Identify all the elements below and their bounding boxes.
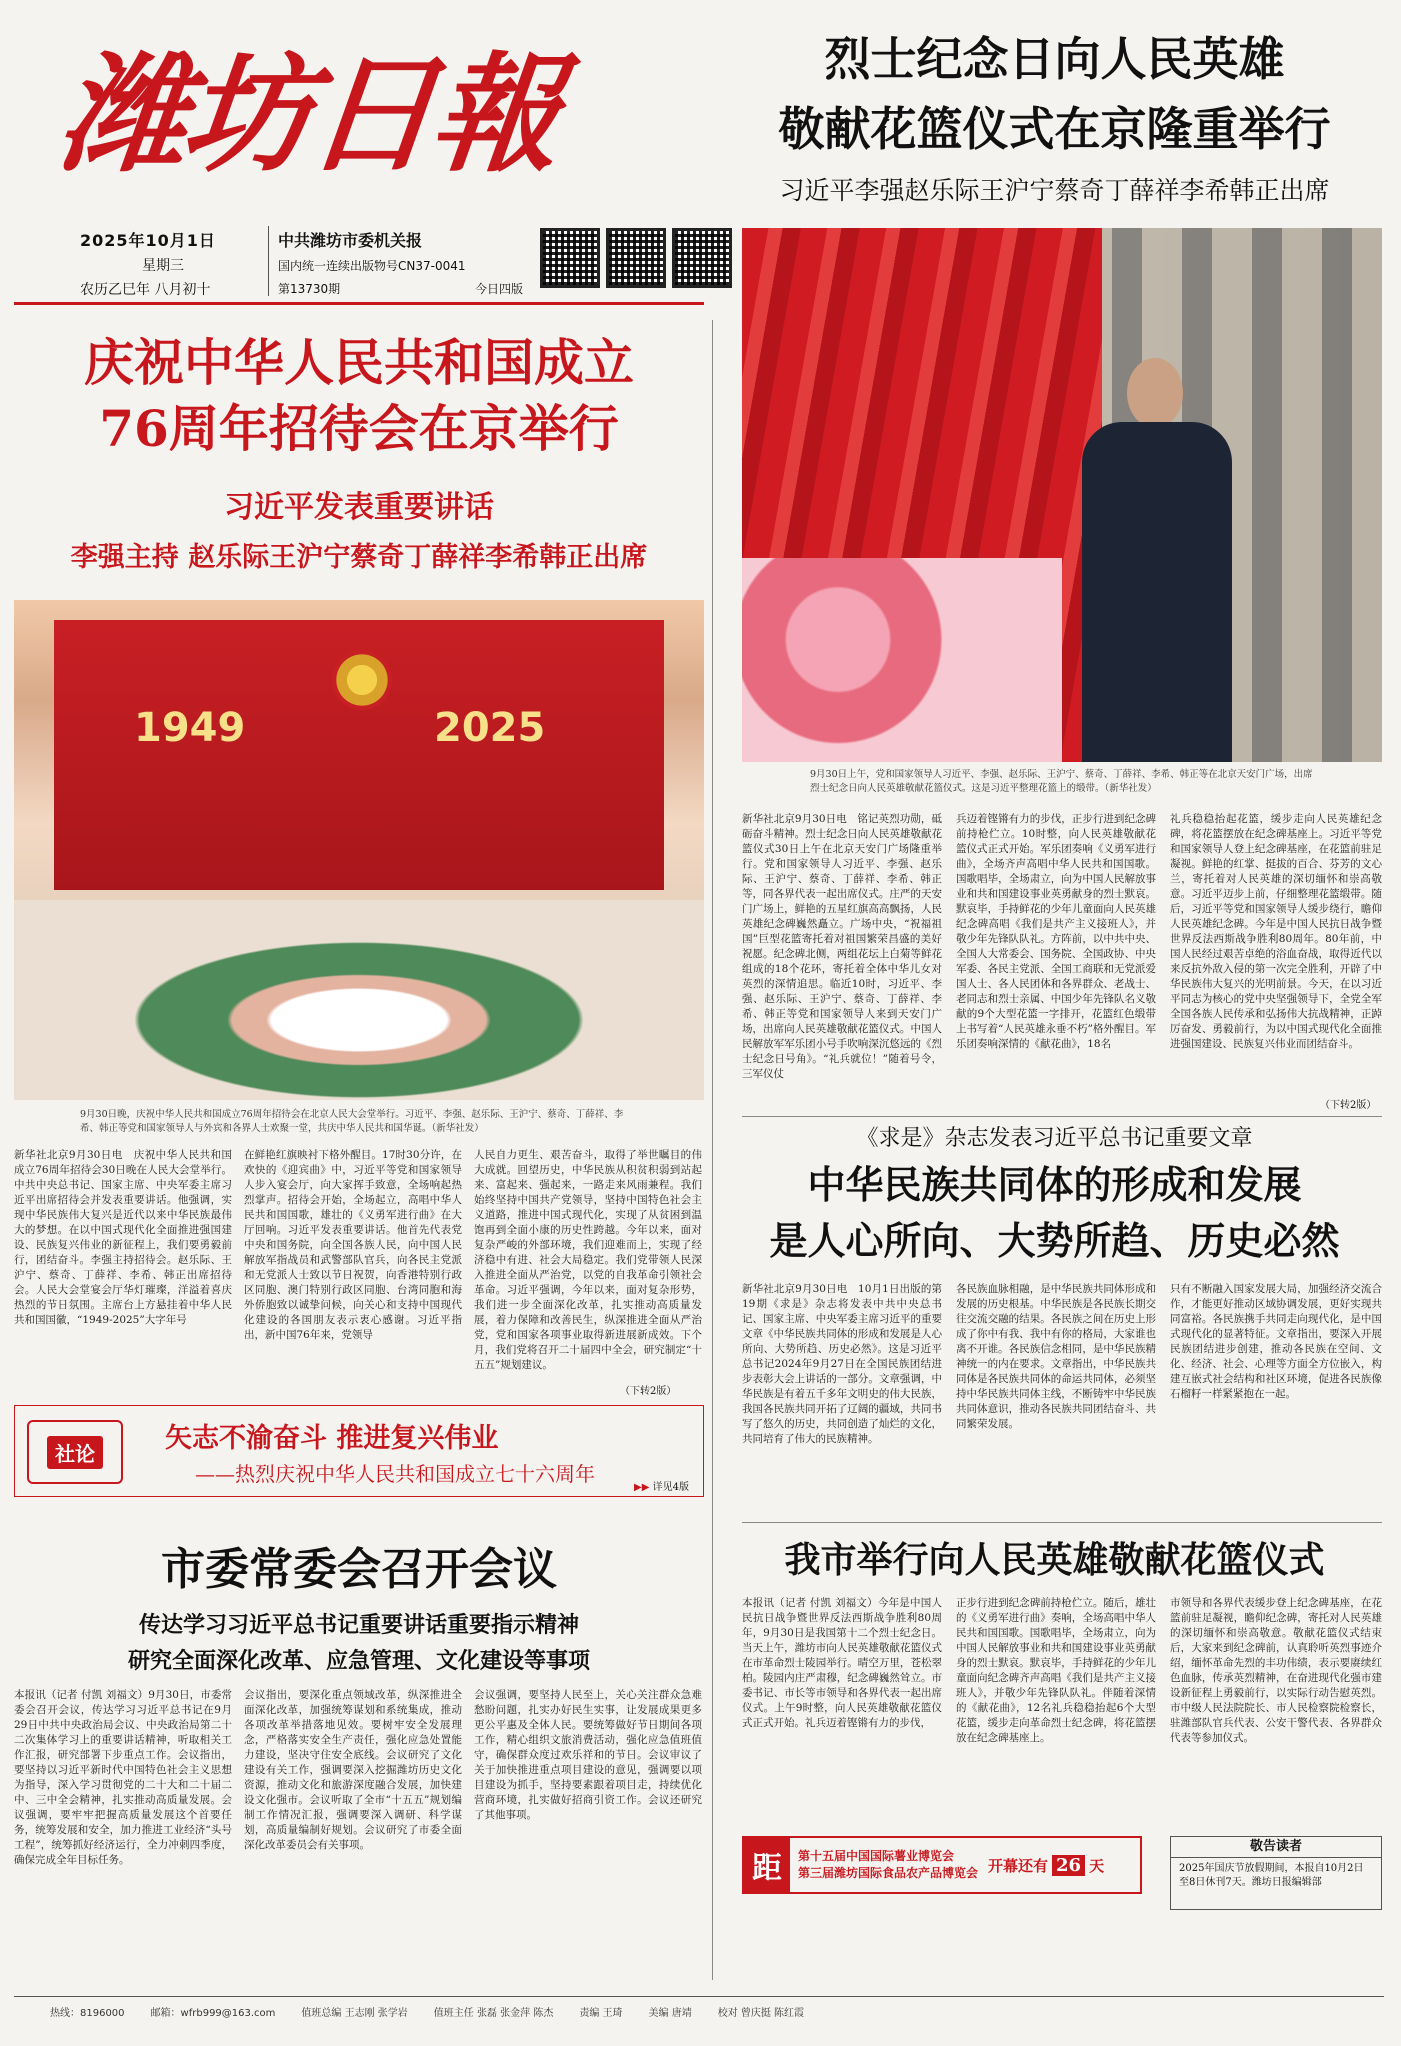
footer-proof: 校对 曾庆挺 陈红霞 [717,2008,805,2019]
municipal-headline: 市委常委会召开会议 [161,1544,557,1595]
top-continued[interactable]: （下转2版） [1320,1100,1377,1111]
footer-editors: 值班总编 王志刚 张学岩 [301,2008,408,2019]
local-col3: 市领导和各界代表缓步登上纪念碑基座，在花篮前驻足凝视，瞻仰纪念碑，寄托对人民英雄的深切缅怀和崇高敬意。敬献花篮仪式结束后，大家来到纪念碑前，认真聆听英烈事迹介绍，缅怀革命先烈的丰功伟绩，表示要赓续红色血脉，传承英烈精神，在奋进现代化强市建设新征程上勇毅前行，以实际行动告慰英烈。市中级人民法院院长、市人民检察院检察长，驻潍部队官兵代表、公安干警代表、各界群众代表等参加仪式。 [1170,1597,1382,1744]
left-headline-line2: 76周年招待会在京举行 [99,399,619,458]
footer-hotline: 热线：8196000 [50,2008,125,2019]
cn-number: 国内统一连续出版物号CN37-0041 [278,259,466,273]
photo-year-left: 1949 [134,705,246,751]
qiushi-kicker: 《求是》杂志发表习近平总书记重要文章 [856,1126,1253,1151]
national-emblem-icon [332,650,392,710]
footer [50,2004,1380,2019]
photo-year-right: 2025 [434,705,546,751]
editorial-ref-text: 详见4版 [652,1482,689,1493]
municipal-subtitle1: 传达学习习近平总书记重要讲话重要指示精神 [138,1612,579,1638]
countdown-days: 26 [1052,1855,1085,1876]
qiushi-col1: 新华社北京9月30日电 10月1日出版的第19期《求是》杂志将发表中共中央总书记、国家主席、中央军委主席习近平的重要文章《中华民族共同体的形成和发展是人心所向、大势所趋、历史必然》。这是习近平总书记2024年9月27日在全国民族团结进步表彰大会上讲话的一部分。文章强调，中华民族是有着五千多年文明史的伟大民族，我国各民族共同开拓了辽阔的疆域，共同书写了悠久的历史，共同创造了灿烂的文化，共同培育了伟大的民族精神。 [742,1283,942,1445]
qiushi-col2: 各民族血脉相融，是中华民族共同体形成和发展的历史根基。中华民族是各民族长期交往交流交融的结果。各民族之间在历史上形成了你中有我、我中有你的格局，大家谁也离不开谁。各民族信念相同，是中华民族精神统一的内在要求。文章指出，中华民族共同体是各民族共同体的命运共同体，必须坚持中华民族共同体主线，不断铸牢中华民族共同体意识，推动各民族共同团结奋斗、共同繁荣发展。 [956,1283,1156,1430]
masthead-pub-block [278,228,538,297]
weekday: 星期三 [142,258,184,274]
notice-text: 2025年国庆节放假期间，本报自10月2日至8日休刊7天。潍坊日报编辑部 [1179,1863,1364,1888]
lunar-date: 农历乙巳年 八月初十 [80,282,211,298]
left-body-col3: 人民自力更生、艰苦奋斗，取得了举世瞩目的伟大成就。回望历史，中华民族从积贫积弱到站起来、富起来、强起来，一路走来风雨兼程。我们始终坚持中国共产党领导，坚持中国特色社会主义道路，推进中国式现代化，实现了从贫困到温饱再到全面小康的历史性跨越。今年以来，面对复杂严峻的外部环境，我们迎难而上，实现了经济稳中有进、社会大局稳定。我们党带领人民深入推进全面从严治党，以党的自我革命引领社会革命。习近平强调，今年以来，面对复杂形势，我们进一步全面深化改革，扎实推动高质量发展，着力保障和改善民生，纵深推进全面从严治党，党和国家各项事业取得新进展新成效。下个月，我们党将召开二十届四中全会，研究制定“十五五”规划建议。 [474,1149,702,1371]
publisher: 中共潍坊市委机关报 [278,231,423,250]
local-col2: 正步行进到纪念碑前持枪伫立。随后，雄壮的《义勇军进行曲》奏响，全场高唱中华人民共和国国歌。国歌唱毕，全场肃立，向为中国人民解放事业和共和国建设事业英勇献身的烈士默哀。默哀毕，手持鲜花的少年儿童面向纪念碑齐声高唱《我们是共产主义接班人》，并敬少年先锋队队礼。伴随着深情的《献花曲》，12名礼兵稳稳抬起6个大型花篮，缓步走向革命烈士纪念碑，将花篮摆放在纪念碑基座上。 [956,1597,1156,1744]
banquet-photo[interactable] [14,600,704,1100]
left-continued[interactable]: （下转2版） [620,1386,677,1397]
expo-line1: 第十五届中国国际薯业博览会 [798,1849,955,1863]
issue-date: 2025年10月1日 [80,231,216,250]
masthead-logo: 潍坊日報 [52,40,564,190]
masthead-date-block [80,228,270,299]
expo-badge: 距 [744,1838,790,1892]
arrow-right-icon: ▶▶ [634,1482,650,1493]
editorial-line1: 矢志不渝奋斗 推进复兴伟业 [165,1423,499,1454]
municipal-subtitle2: 研究全面深化改革、应急管理、文化建设等事项 [127,1648,590,1674]
left-headline-line1: 庆祝中华人民共和国成立 [84,333,634,392]
editorial-box[interactable] [14,1405,704,1497]
footer-editor: 责编 王琦 [579,2008,623,2019]
editorial-badge-text: 社论 [47,1436,103,1469]
municipal-col2: 会议指出，要深化重点领域改革，纵深推进全面深化改革，加强统筹谋划和系统集成，推动各项改革举措落地见效。要树牢安全发展理念，严格落实安全生产责任，强化应急处置能力建设，坚决守住安全底线。会议研究了文化建设有关工作，强调要深入挖掘潍坊历史文化资源，推动文化和旅游深度融合发展，加快建设文化强市。会议听取了全市“十五五”规划编制工作情况汇报，强调要深入调研、科学谋划，高质量编制好规划。会议研究了市委全面深化改革委员会有关事项。 [244,1689,462,1851]
top-body-col3: 礼兵稳稳抬起花篮，缓步走向人民英雄纪念碑，将花篮摆放在纪念碑基座上。习近平等党和国家领导人登上纪念碑基座，在花篮前驻足凝视。鲜艳的红掌、挺拔的百合、芬芳的文心兰，寄托着对人民英雄的深切缅怀和崇高敬意。习近平迈步上前，仔细整理花篮缎带。随后，习近平等党和国家领导人缓步绕行，瞻仰人民英雄纪念碑。今年是中国人民抗日战争暨世界反法西斯战争胜利80周年。80年前，中国人民经过艰苦卓绝的浴血奋战，取得近代以来反抗外敌入侵的第一次完全胜利，开辟了中华民族伟大复兴的光明前景。今天，在以习近平同志为核心的党中央坚强领导下，全党全军全国各族人民传承和弘扬伟大抗战精神，正踔厉奋发、勇毅前行，为以中国式现代化全面推进强国建设、民族复兴伟业而团结奋斗。 [1170,813,1382,1050]
qr-code-1[interactable] [540,228,600,288]
flower-basket [742,558,1062,762]
person-figure [1082,358,1232,762]
left-photo-caption: 9月30日晚，庆祝中华人民共和国成立76周年招待会在北京人民大会堂举行。习近平、李强、赵乐际、王沪宁、蔡奇、丁薛祥、李希、韩正等党和国家领导人与外宾和各界人士欢聚一堂，共庆中华人民共和国华诞。（新华社发） [80,1109,624,1134]
qiushi-headline-line2: 是人心所向、大势所趋、历史必然 [769,1218,1340,1263]
expo-line2: 第三届潍坊国际食品农产品博览会 [798,1866,979,1880]
masthead-rule [14,302,704,305]
editorial-badge [27,1420,123,1484]
top-body-col2: 兵迈着铿锵有力的步伐，正步行进到纪念碑前持枪伫立。10时整，向人民英雄敬献花篮仪式正式开始。军乐团奏响《义勇军进行曲》，全场齐声高唱中华人民共和国国歌。国歌唱毕，全场肃立，向为中国人民解放事业和共和国建设事业英勇献身的烈士默哀。默哀毕，手持鲜花的少年儿童面向人民英雄纪念碑高唱《我们是共产主义接班人》，并敬少年先锋队队礼。方阵前，以中共中央、全国人大常委会、国务院、全国政协、中央军委、各民主党派、全国工商联和无党派爱国人士、各人民团体和各界群众、老战士、老同志和烈士亲属、中国少年先锋队名义敬献的9个大型花篮一字排开，花篮红色缎带上书写着“人民英雄永垂不朽”格外醒目。军乐团奏响深情的《献花曲》，18名 [956,813,1156,1050]
left-subtitle1: 习近平发表重要讲话 [224,490,494,525]
reader-notice [1170,1836,1382,1910]
left-subtitle2: 李强主持 赵乐际王沪宁蔡奇丁薛祥李希韩正出席 [70,542,648,573]
footer-email[interactable]: 邮箱：wfrb999@163.com [150,2008,276,2019]
local-headline: 我市举行向人民英雄敬献花篮仪式 [784,1539,1325,1581]
page-column-divider [712,320,713,1980]
issue-number: 第13730期 [278,282,341,296]
left-body-col1: 新华社北京9月30日电 庆祝中华人民共和国成立76周年招待会30日晚在人民大会堂举行。中共中央总书记、国家主席、中央军委主席习近平出席招待会并发表重要讲话。他强调，实现中华民族伟大复兴是近代以来中华民族最伟大的梦想。在以中国式现代化全面推进强国建设、民族复兴伟业的新征程上，我们要勇毅前行，团结奋斗。李强主持招待会。赵乐际、王沪宁、蔡奇、丁薛祥、李希、韩正出席招待会。人民大会堂宴会厅华灯璀璨，洋溢着喜庆热烈的节日氛围。主席台上方悬挂着中华人民共和国国徽，“1949-2025”大字年号 [14,1149,232,1326]
top-subtitle: 习近平李强赵乐际王沪宁蔡奇丁薛祥李希韩正出席 [779,176,1330,205]
wreath-photo[interactable] [742,228,1382,762]
banquet-tables [14,900,704,1100]
qiushi-col3: 只有不断融入国家发展大局，加强经济交流合作，才能更好推动区域协调发展，更好实现共同富裕。各民族携手共同走向现代化，是中国式现代化的显著特征。文章指出，要深入开展民族团结进步创建，推动各民族在空间、文化、经济、社会、心理等方面全方位嵌入，构建互嵌式社会结构和社区环境，促进各民族像石榴籽一样紧紧抱在一起。 [1170,1283,1382,1400]
top-headline-line1: 烈士纪念日向人民英雄 [824,32,1285,86]
expo-countdown-value [988,1855,1104,1876]
countdown-unit: 天 [1089,1856,1105,1875]
left-body-col2: 在鲜艳红旗映衬下格外醒目。17时30分许，在欢快的《迎宾曲》中，习近平等党和国家领导人步入宴会厅，向大家挥手致意，全场响起热烈掌声。招待会开始，全场起立，高唱中华人民共和国国歌，雄壮的《义勇军进行曲》在大厅回响。习近平发表重要讲话。他首先代表党中央和国务院，向全国各族人民，向中国人民解放军指战员和武警部队官兵，向各民主党派和无党派人士致以节日祝贺，向香港特别行政区同胞、澳门特别行政区同胞、台湾同胞和海外侨胞致以诚挚问候，向关心和支持中国现代化建设的各国朋友表示衷心感谢。习近平指出，新中国76年来，党领导 [244,1149,462,1341]
notice-title: 敬告读者 [1171,1837,1381,1858]
qr-code-3[interactable] [672,228,732,288]
right-rule-1 [742,1116,1382,1117]
qr-code-2[interactable] [606,228,666,288]
page-count: 今日四版 [474,282,523,296]
municipal-col3: 会议强调，要坚持人民至上，关心关注群众急难愁盼问题，扎实办好民生实事，让发展成果更多更公平惠及全体人民。要统筹做好节日期间各项工作，精心组织文旅消费活动，强化应急值班值守，确保群众度过欢乐祥和的节日。会议审议了关于加快推进重点项目建设的意见，强调要以项目建设为抓手，坚持要素跟着项目走，持续优化营商环境，扎实做好招商引资工作。会议还研究了其他事项。 [474,1689,702,1821]
municipal-col1: 本报讯（记者 付凯 刘福文）9月30日，市委常委会召开会议，传达学习习近平总书记在9月29日中共中央政治局会议、中央政治局第二十二次集体学习上的重要讲话精神，听取相关工作汇报，研究部署下步重点工作。会议指出，要坚持以习近平新时代中国特色社会主义思想为指导，深入学习贯彻党的二十大和二十届二中、三中全会精神，扎实推动高质量发展。会议强调，要牢牢把握高质量发展这个首要任务，统筹发展和安全，加力推进工业经济“头号工程”，统筹抓好经济运行，全力冲刺四季度，确保完成全年目标任务。 [14,1689,232,1866]
expo-countdown[interactable] [742,1836,1142,1894]
footer-designer: 美编 唐靖 [648,2008,692,2019]
local-col1: 本报讯（记者 付凯 刘福文）今年是中国人民抗日战争暨世界反法西斯战争胜利80周年，9月30日是我国第十二个烈士纪念日。当天上午，潍坊市向人民英雄敬献花篮仪式在市革命烈士陵园举行。晴空万里，苍松翠柏。陵园内庄严肃穆，纪念碑巍然耸立。市委书记、市长等市领导和各界代表一起出席仪式。上午9时整，向人民英雄敬献花篮仪式正式开始。礼兵迈着铿锵有力的步伐， [742,1597,942,1729]
expo-names [798,1848,978,1882]
footer-directors: 值班主任 张磊 张金萍 陈杰 [433,2008,554,2019]
editorial-ref[interactable] [634,1478,689,1493]
countdown-label: 开幕还有 [988,1856,1049,1875]
editorial-line2: ——热烈庆祝中华人民共和国成立七十六周年 [195,1462,595,1486]
masthead-divider [268,226,269,296]
issue-row [278,280,523,297]
qiushi-headline-line1: 中华民族共同体的形成和发展 [807,1162,1302,1207]
right-rule-2 [742,1522,1382,1523]
top-body-col1: 新华社北京9月30日电 铭记英烈功勋，砥砺奋斗精神。烈士纪念日向人民英雄敬献花篮仪式30日上午在北京天安门广场隆重举行。党和国家领导人习近平、李强、赵乐际、王沪宁、蔡奇、丁薛祥、李希、韩正等，同各界代表一起出席仪式。庄严的天安门广场上，鲜艳的五星红旗高高飘扬，人民英雄纪念碑巍然矗立。广场中央，“祝福祖国”巨型花篮寄托着对祖国繁荣昌盛的美好祝愿。纪念碑北侧，两组花坛上白菊等鲜花组成的18个花环，寄托着全体中华儿女对英烈的深情追思。临近10时，习近平、李强、赵乐际、王沪宁、蔡奇、丁薛祥、李希、韩正等党和国家领导人来到天安门广场，出席向人民英雄敬献花篮仪式。中国人民解放军军乐团小号手吹响深沉悠远的《烈士纪念日号角》。“礼兵就位！”随着号令，三军仪仗 [742,813,942,1080]
footer-rule [14,1996,1384,1997]
top-headline-line2: 敬献花篮仪式在京隆重举行 [778,102,1331,156]
top-photo-caption: 9月30日上午，党和国家领导人习近平、李强、赵乐际、王沪宁、蔡奇、丁薛祥、李希、韩正等在北京天安门广场，出席烈士纪念日向人民英雄敬献花篮仪式。这是习近平整理花篮上的缎带。（新华社发） [810,769,1313,794]
